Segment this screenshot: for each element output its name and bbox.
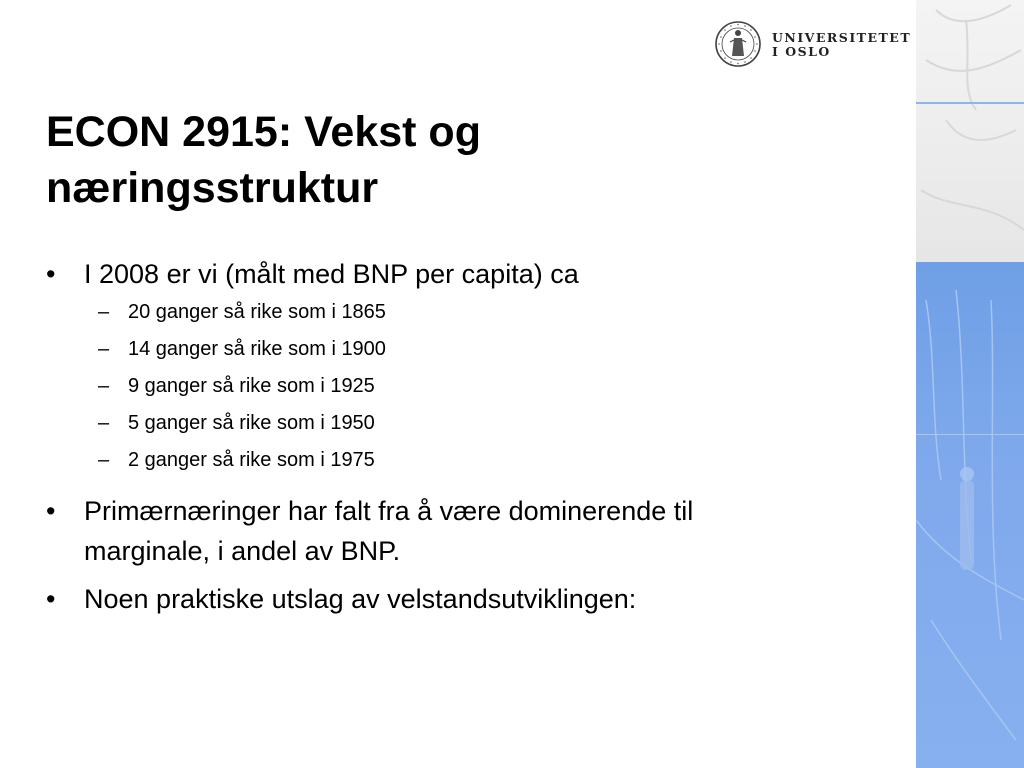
- bullet-marker: •: [46, 584, 56, 614]
- side-divider-bottom: [916, 434, 1024, 435]
- sub-bullet-item: [46, 294, 886, 331]
- sub-bullet-marker: –: [98, 301, 110, 323]
- sub-bullet-marker: –: [98, 449, 110, 471]
- title-line-1: ECON 2915: Vekst og: [46, 108, 481, 156]
- logo-line-2: I OSLO: [772, 44, 831, 59]
- bullet-marker: •: [46, 496, 56, 526]
- slide-title: [46, 104, 686, 216]
- bullet-list: [46, 254, 886, 619]
- bullet-text: I 2008 er vi (målt med BNP per capita) ca: [84, 259, 579, 289]
- statue-watermark-icon: [916, 0, 1024, 768]
- sub-bullet-item: [46, 405, 886, 442]
- side-divider-top: [916, 102, 1024, 104]
- sub-bullet-text: 14 ganger så rike som i 1900: [128, 338, 386, 360]
- title-line-2: næringsstruktur: [46, 164, 379, 212]
- university-logo: [714, 20, 912, 70]
- bullet-item-3: [46, 579, 886, 619]
- sub-bullet-item: [46, 368, 886, 405]
- sub-bullet-text: 9 ganger så rike som i 1925: [128, 375, 375, 397]
- sub-bullet-item: [46, 331, 886, 368]
- bullet-marker: •: [46, 259, 56, 289]
- logo-line-1: UNIVERSITETET: [772, 30, 912, 45]
- sub-bullet-text: 5 ganger så rike som i 1950: [128, 412, 375, 434]
- university-seal-icon: [714, 20, 762, 68]
- sub-bullet-marker: –: [98, 412, 110, 434]
- bullet-text: Noen praktiske utslag av velstandsutviklingen:: [84, 584, 637, 614]
- sub-bullet-item: [46, 442, 886, 479]
- sub-bullet-text: 20 ganger så rike som i 1865: [128, 301, 386, 323]
- bullet-text-line-1: Primærnæringer har falt fra å være dominerende til: [84, 496, 694, 526]
- decorative-side-panel: [916, 0, 1024, 768]
- sub-bullet-marker: –: [98, 375, 110, 397]
- sub-bullet-list: [46, 294, 886, 479]
- sub-bullet-marker: –: [98, 338, 110, 360]
- bullet-item-2: [46, 491, 886, 571]
- logo-text: [772, 31, 911, 59]
- sub-bullet-text: 2 ganger så rike som i 1975: [128, 449, 375, 471]
- bullet-item-1: [46, 254, 886, 294]
- bullet-text-line-2: marginale, i andel av BNP.: [84, 536, 401, 566]
